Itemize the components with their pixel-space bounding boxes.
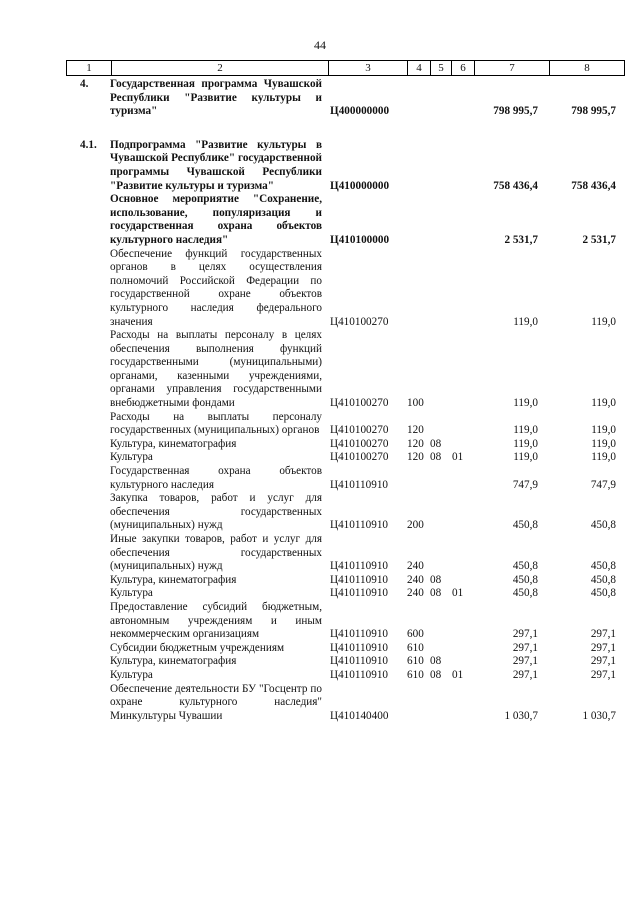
row-expense-type: 120 xyxy=(407,451,424,464)
row-section xyxy=(426,533,446,574)
row-name: Расходы на выплаты персоналу государственных (муниципальных) органов xyxy=(110,410,322,437)
row-amount-total: 450,8 xyxy=(590,587,616,600)
row-name: Культура xyxy=(110,587,153,600)
row-amount: 798 995,7 xyxy=(493,105,538,118)
row-expense-type: 120 xyxy=(407,437,424,450)
row-subsection xyxy=(446,492,468,533)
row-amount-total: 119,0 xyxy=(591,424,616,437)
row-subsection: 01 xyxy=(452,451,464,464)
table-row xyxy=(66,533,616,574)
table-row xyxy=(66,574,616,588)
column-header-row xyxy=(66,60,625,76)
row-code: Ц410100270 xyxy=(330,437,389,450)
row-amount: 1 030,7 xyxy=(504,709,538,722)
row-number xyxy=(66,669,110,683)
row-amount: 119,0 xyxy=(513,315,538,328)
row-amount: 297,1 xyxy=(512,628,538,641)
row-expense-type xyxy=(404,683,426,724)
row-number xyxy=(66,451,110,465)
row-amount: 450,8 xyxy=(512,519,538,532)
header-col-1: 1 xyxy=(67,61,112,76)
row-name: Культура, кинематография xyxy=(110,655,237,668)
row-number xyxy=(66,411,110,438)
table-row xyxy=(66,492,616,533)
row-amount-total: 119,0 xyxy=(591,315,616,328)
row-section xyxy=(426,601,446,642)
budget-table xyxy=(66,78,616,723)
row-section xyxy=(426,193,446,247)
row-amount: 450,8 xyxy=(512,587,538,600)
row-expense-type: 610 xyxy=(407,668,424,681)
budget-table-body xyxy=(66,78,616,723)
row-code: Ц410100270 xyxy=(330,424,389,437)
header-col-8: 8 xyxy=(550,61,625,76)
row-code: Ц410100270 xyxy=(330,315,389,328)
header-col-6: 6 xyxy=(452,61,475,76)
row-amount: 297,1 xyxy=(512,668,538,681)
row-amount-total: 450,8 xyxy=(590,573,616,586)
row-code: Ц410110910 xyxy=(330,519,389,532)
row-code: Ц410110910 xyxy=(330,478,389,491)
row-number xyxy=(66,248,110,330)
row-amount-total: 297,1 xyxy=(590,655,616,668)
row-amount: 450,8 xyxy=(512,560,538,573)
row-section xyxy=(426,329,446,411)
page-number: 44 xyxy=(314,38,326,52)
table-row xyxy=(66,248,616,330)
row-number xyxy=(66,465,110,492)
row-expense-type xyxy=(404,139,426,193)
table-row xyxy=(66,451,616,465)
row-number xyxy=(66,587,110,601)
row-code: Ц410100270 xyxy=(330,451,389,464)
table-row xyxy=(66,642,616,656)
row-expense-type: 200 xyxy=(407,519,424,532)
row-subsection xyxy=(446,683,468,724)
row-subsection xyxy=(446,465,468,492)
row-subsection: 01 xyxy=(452,668,464,681)
header-col-4: 4 xyxy=(408,61,431,76)
row-amount-total: 450,8 xyxy=(590,560,616,573)
row-subsection xyxy=(446,411,468,438)
header-col-2: 2 xyxy=(112,61,329,76)
row-name: Государственная программа Чувашской Республики "Развитие культуры и туризма" xyxy=(110,78,322,118)
row-section: 08 xyxy=(430,587,442,600)
row-amount-total: 2 531,7 xyxy=(582,233,616,246)
table-row xyxy=(66,193,616,247)
row-section xyxy=(426,683,446,724)
row-name: Государственная охрана объектов культурного наследия xyxy=(110,465,322,491)
row-number xyxy=(66,533,110,574)
row-number xyxy=(66,438,110,452)
row-name: Иные закупки товаров, работ и услуг для обеспечения государственных (муниципальных) нужд xyxy=(110,533,322,573)
row-amount-total: 798 995,7 xyxy=(571,105,616,118)
row-code: Ц410110910 xyxy=(330,587,389,600)
row-name: Обеспечение функций государственных органов в целях осуществления полномочий Российской Федерации по государственной охране объектов культурного наследия федерального значения xyxy=(110,247,322,328)
row-number xyxy=(66,683,110,724)
row-amount: 2 531,7 xyxy=(504,233,538,246)
spacer-cell xyxy=(66,119,616,139)
row-amount: 119,0 xyxy=(513,397,538,410)
row-expense-type: 610 xyxy=(407,641,424,654)
row-code: Ц410110910 xyxy=(330,668,389,681)
row-section: 08 xyxy=(430,451,442,464)
table-row xyxy=(66,78,616,119)
row-subsection xyxy=(446,438,468,452)
row-subsection xyxy=(446,329,468,411)
row-name: Обеспечение деятельности БУ "Госцентр по охране культурного наследия" Минкультуры Чувашии xyxy=(110,682,322,722)
row-number xyxy=(66,601,110,642)
row-section xyxy=(426,78,446,119)
row-name: Культура, кинематография xyxy=(110,437,237,450)
row-subsection xyxy=(446,642,468,656)
row-code: Ц410000000 xyxy=(330,179,390,192)
row-amount-total: 119,0 xyxy=(591,397,616,410)
row-subsection xyxy=(446,601,468,642)
row-section xyxy=(426,642,446,656)
table-row xyxy=(66,465,616,492)
row-amount: 450,8 xyxy=(512,573,538,586)
row-code: Ц410110910 xyxy=(330,641,389,654)
header-col-3: 3 xyxy=(329,61,408,76)
row-amount-total: 297,1 xyxy=(590,628,616,641)
row-section xyxy=(426,248,446,330)
row-expense-type: 240 xyxy=(407,573,424,586)
row-amount-total: 1 030,7 xyxy=(582,709,616,722)
row-code: Ц410110910 xyxy=(330,655,389,668)
row-number: 4. xyxy=(80,78,89,90)
table-row xyxy=(66,329,616,411)
row-amount: 747,9 xyxy=(512,478,538,491)
row-amount: 119,0 xyxy=(513,437,538,450)
row-amount-total: 450,8 xyxy=(590,519,616,532)
row-number xyxy=(66,492,110,533)
row-section xyxy=(426,492,446,533)
row-name: Субсидии бюджетным учреждениям xyxy=(110,641,285,654)
row-number xyxy=(66,574,110,588)
table-row xyxy=(66,655,616,669)
row-number xyxy=(66,655,110,669)
row-expense-type xyxy=(404,465,426,492)
table-row xyxy=(66,411,616,438)
row-section: 08 xyxy=(430,655,442,668)
row-subsection xyxy=(446,655,468,669)
row-section xyxy=(426,465,446,492)
row-amount-total: 119,0 xyxy=(591,437,616,450)
row-section xyxy=(426,411,446,438)
row-expense-type xyxy=(404,78,426,119)
row-name: Культура, кинематография xyxy=(110,573,237,586)
row-section xyxy=(426,139,446,193)
row-code: Ц410110910 xyxy=(330,573,389,586)
row-name: Культура xyxy=(110,668,153,681)
row-name: Предоставление субсидий бюджетным, автономным учреждениям и иным некоммерческим организациям xyxy=(110,600,322,641)
row-code: Ц410140400 xyxy=(330,709,389,722)
row-section: 08 xyxy=(430,437,442,450)
header-col-7: 7 xyxy=(475,61,550,76)
row-expense-type: 600 xyxy=(407,628,424,641)
row-amount-total: 297,1 xyxy=(590,668,616,681)
row-number: 4.1. xyxy=(80,138,97,151)
table-row xyxy=(66,683,616,724)
row-name: Подпрограмма "Развитие культуры в Чувашской Республике" государственной программы Чувашской Республики "Развитие культуры и туризма" xyxy=(110,138,322,192)
row-expense-type: 240 xyxy=(407,587,424,600)
row-expense-type xyxy=(404,248,426,330)
row-expense-type xyxy=(404,193,426,247)
table-row xyxy=(66,601,616,642)
row-amount-total: 747,9 xyxy=(590,478,616,491)
row-subsection xyxy=(446,248,468,330)
row-name: Культура xyxy=(110,451,153,464)
row-number xyxy=(66,193,110,247)
row-amount: 119,0 xyxy=(513,424,538,437)
row-amount-total: 119,0 xyxy=(591,451,616,464)
row-section: 08 xyxy=(430,668,442,681)
row-code: Ц410110910 xyxy=(330,628,389,641)
row-subsection: 01 xyxy=(452,587,464,600)
spacer-row xyxy=(66,119,616,139)
row-amount: 297,1 xyxy=(512,641,538,654)
row-subsection xyxy=(446,533,468,574)
row-name: Закупка товаров, работ и услуг для обеспечения государственных (муниципальных) нужд xyxy=(110,492,322,532)
header-col-5: 5 xyxy=(431,61,452,76)
row-expense-type: 240 xyxy=(407,560,424,573)
row-amount: 758 436,4 xyxy=(493,179,538,192)
row-number xyxy=(66,642,110,656)
row-amount-total: 297,1 xyxy=(590,641,616,654)
table-row xyxy=(66,587,616,601)
row-number xyxy=(66,329,110,411)
row-code: Ц410110910 xyxy=(330,560,389,573)
table-row xyxy=(66,139,616,193)
row-amount: 119,0 xyxy=(513,451,538,464)
row-name: Основное мероприятие "Сохранение, использование, популяризация и государственная охрана объектов культурного наследия" xyxy=(110,193,322,246)
row-subsection xyxy=(446,574,468,588)
row-expense-type: 610 xyxy=(407,655,424,668)
table-row xyxy=(66,669,616,683)
row-code: Ц410100270 xyxy=(330,397,389,410)
row-subsection xyxy=(446,193,468,247)
row-amount-total: 758 436,4 xyxy=(571,179,616,192)
row-amount: 297,1 xyxy=(512,655,538,668)
row-name: Расходы на выплаты персоналу в целях обеспечения выполнения функций государственными (муниципальными) органами, казенными учреждениями, органами управления государственными внебюджетными фондами xyxy=(110,329,322,410)
row-code: Ц410100000 xyxy=(330,233,390,246)
row-expense-type: 100 xyxy=(407,397,424,410)
row-section: 08 xyxy=(430,573,442,586)
row-subsection xyxy=(446,78,468,119)
table-row xyxy=(66,438,616,452)
row-expense-type: 120 xyxy=(407,424,424,437)
row-code: Ц400000000 xyxy=(330,105,390,118)
row-subsection xyxy=(446,139,468,193)
